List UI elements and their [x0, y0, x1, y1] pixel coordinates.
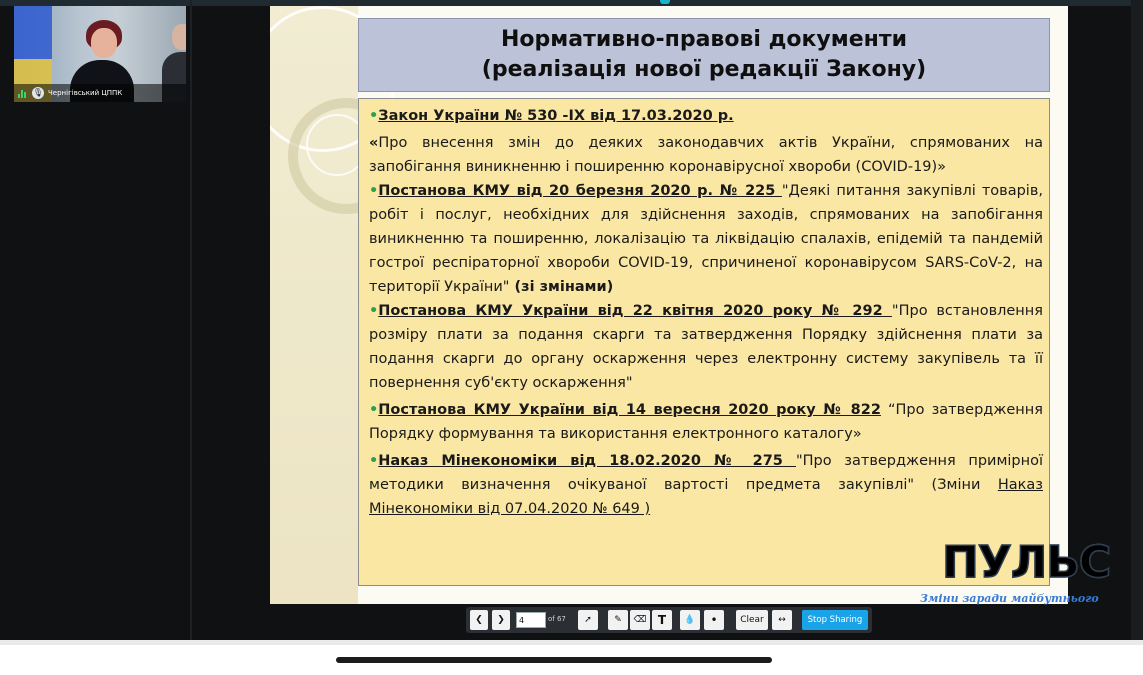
channel-logo [912, 534, 1112, 612]
bullet: • [369, 183, 379, 199]
page-total: of 67 [548, 615, 566, 623]
dot-size-icon: • [710, 613, 718, 627]
top-indicator [660, 0, 670, 4]
size-button[interactable] [704, 610, 724, 630]
participant-video-tile[interactable] [14, 6, 186, 102]
page-number-input[interactable] [516, 612, 546, 628]
document-heading: Постанова КМУ від 20 березня 2020 р. № 225 [378, 183, 782, 199]
document-heading: Наказ Мінекономіки від 18.02.2020 № 275 [378, 453, 796, 469]
bullet: • [369, 402, 379, 418]
chevron-right-icon: ❯ [497, 615, 505, 625]
document-link: Наказ Мінекономіки від 07.04.2020 № 649 ) [369, 477, 1043, 517]
right-edge [1131, 0, 1143, 640]
paragraph [369, 179, 1043, 299]
paragraph [369, 449, 1043, 521]
next-page-button[interactable] [492, 610, 510, 630]
slide-text [369, 104, 1043, 521]
document-heading: Закон України № 530 -ІХ від 17.03.2020 р. [378, 108, 734, 124]
paragraph [369, 398, 1043, 446]
paragraph-text: “Про затвердження Порядку формування та використання електронного каталогу» [369, 402, 1043, 442]
document-heading: Постанова КМУ України від 14 вересня 2020 року № 822 [378, 402, 881, 418]
share-toolbar [466, 607, 872, 633]
face [172, 24, 186, 50]
text-icon: T [657, 613, 667, 627]
eraser-button[interactable] [630, 610, 650, 630]
pen-icon: ✎ [614, 615, 622, 625]
chevron-left-icon: ❮ [475, 615, 483, 625]
paragraph-note: (зі змінами) [509, 279, 614, 295]
audio-level-icon [18, 88, 28, 98]
panel-divider[interactable] [190, 0, 192, 640]
paragraph [369, 104, 1043, 128]
eraser-icon: ⌫ [633, 615, 647, 625]
logo-wordmark: ПУЛЬС [942, 537, 1111, 588]
paragraph-text: "Про встановлення розміру плати за подання скарги та затвердження Порядку здійснення плати за подання скарги до органу оскарження через електронну систему закупівель та її повернення суб'єкту оскарження" [369, 303, 1043, 391]
paragraph [369, 131, 1043, 179]
slide-content [358, 98, 1050, 586]
participant-name: Чернігівський ЦППК [48, 89, 123, 97]
stop-sharing-button[interactable]: Stop Sharing [802, 610, 868, 630]
video-caption [14, 84, 186, 102]
paragraph [369, 299, 1043, 395]
bullet: • [369, 453, 379, 469]
fit-width-button[interactable] [772, 610, 792, 630]
pointer-button[interactable] [578, 610, 598, 630]
slide-title [358, 18, 1050, 92]
slide-title-line-1: Нормативно-правові документи [500, 27, 907, 52]
prev-page-button[interactable] [470, 610, 488, 630]
bottom-gap [0, 640, 1143, 645]
clear-button[interactable]: Clear [736, 610, 768, 630]
bullet: • [369, 108, 379, 124]
color-button[interactable] [680, 610, 700, 630]
fit-width-icon: ↔ [778, 615, 786, 625]
mic-icon[interactable]: 🎙 [32, 88, 44, 97]
text-tool-button[interactable] [652, 610, 672, 630]
home-indicator[interactable] [336, 657, 772, 663]
document-heading: Постанова КМУ України від 22 квітня 2020 року № 292 [378, 303, 892, 319]
paragraph-text: "Деякі питання закупівлі товарів, робіт і послуг, необхідних для здійснення заходів, спрямованих на запобігання виникненню та поширенню, локалізацію та ліквідацію спалахів, епідемій та пандемій гострої респіраторної хвороби COVID-19, спричиненої коронавірусом SARS-CoV-2, на території України" [369, 183, 1043, 295]
bullet: • [369, 303, 379, 319]
pen-button[interactable] [608, 610, 628, 630]
shared-slide [270, 6, 1068, 604]
bullet: « [369, 135, 379, 151]
face [91, 28, 117, 58]
paragraph-text: "Про затвердження примірної методики визначення очікуваної вартості предмета закупівлі" (Зміни [369, 453, 1043, 493]
pointer-icon: ➚ [584, 615, 592, 625]
logo-tagline: Зміни заради майбутнього [920, 592, 1099, 605]
paragraph-text: Про внесення змін до деяких законодавчих актів України, спрямованих на запобігання виникненню і поширенню коронавірусної хвороби (COVID-19)» [369, 135, 1043, 175]
slide-title-line-2: (реалізація нової редакції Закону) [481, 57, 927, 82]
color-drop-icon: 💧 [684, 615, 696, 625]
